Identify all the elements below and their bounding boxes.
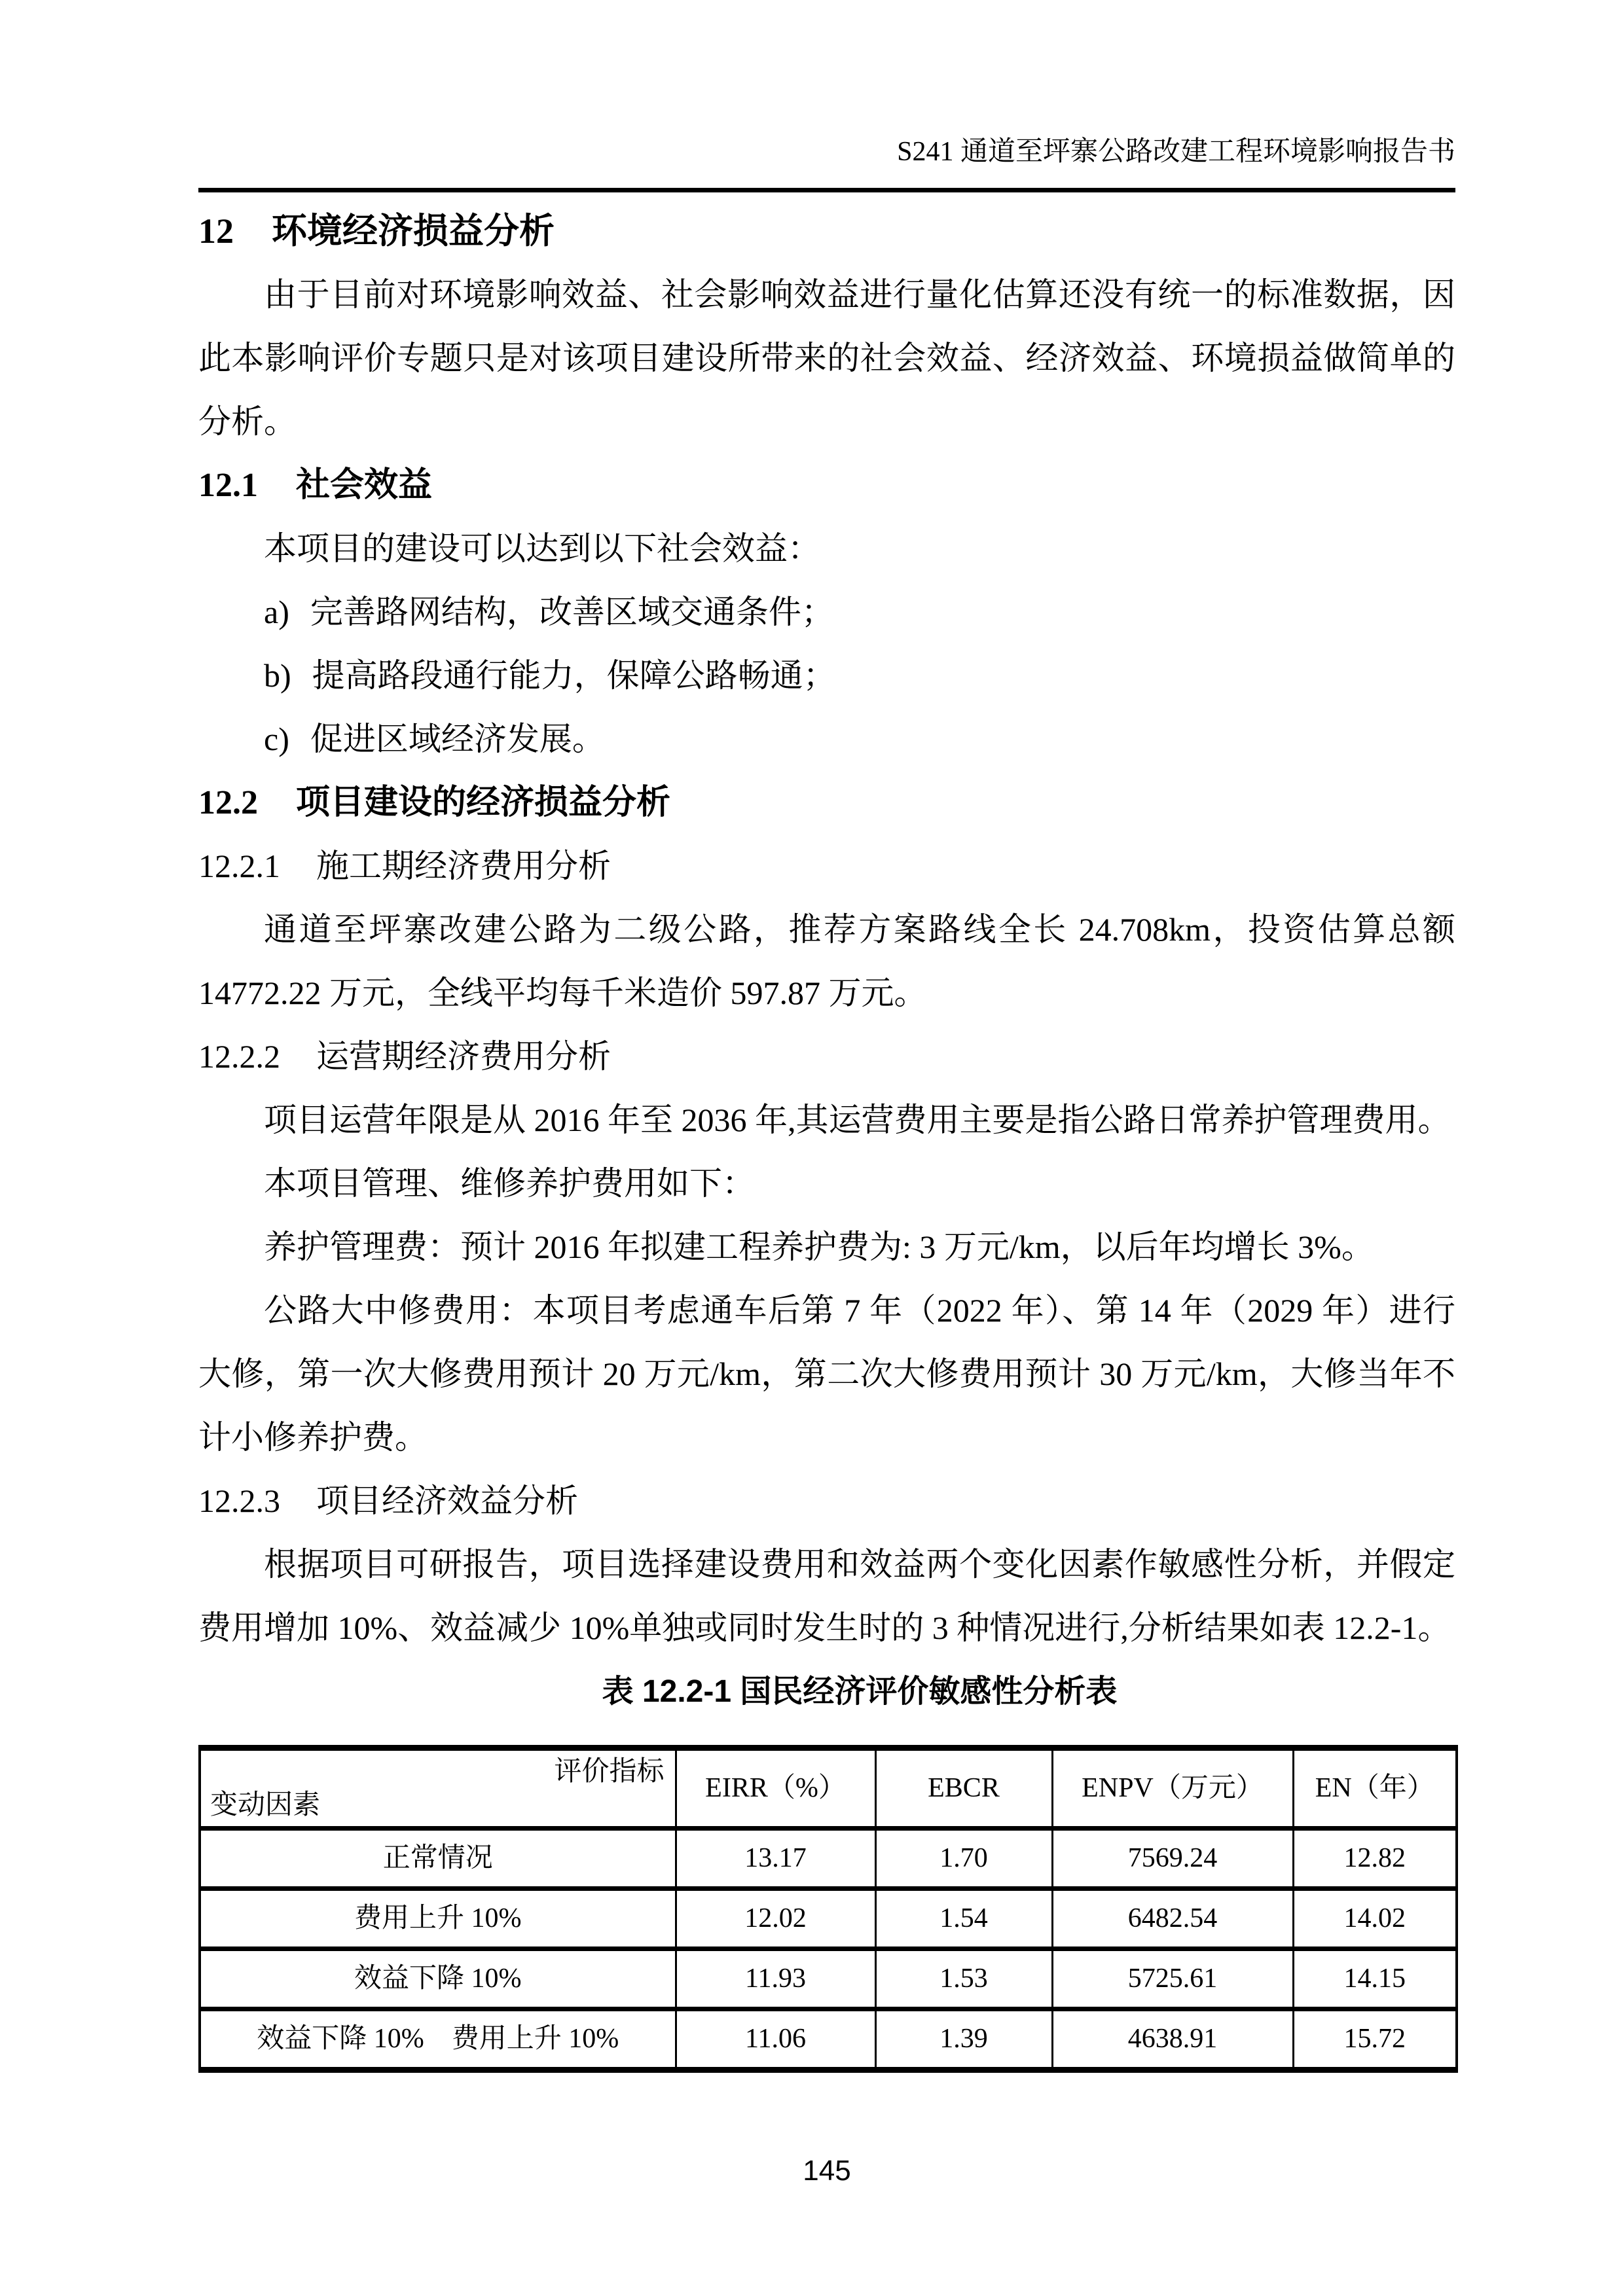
- page-header: [198, 134, 1455, 192]
- table-row-combined: [200, 2009, 1457, 2070]
- cell-enpv: 6482.54: [1052, 1889, 1293, 1949]
- paragraph-construction-cost: 通道至坪寨改建公路为二级公路，推荐方案路线全长 24.708km，投资估算总额 14772.22 万元，全线平均每千米造价 597.87 万元。: [198, 911, 1455, 1011]
- list-item-c-text: 促进区域经济发展。: [310, 721, 605, 757]
- cell-ebcr: 1.39: [875, 2009, 1052, 2070]
- cell-ebcr: 1.53: [875, 1949, 1052, 2009]
- heading-12: [198, 200, 1455, 263]
- paragraph-intro: 由于目前对环境影响效益、社会影响效益进行量化估算还没有统一的标准数据，因此本影响评价专题只是对该项目建设所带来的社会效益、经济效益、环境损益做简单的分析。: [198, 276, 1455, 440]
- cell-factor: 效益下降 10% 费用上升 10%: [200, 2009, 676, 2070]
- page-number: 145: [803, 2155, 851, 2187]
- cell-eirr: 12.02: [676, 1889, 875, 1949]
- heading-12-2-1-title: 施工期经济费用分析: [316, 848, 611, 884]
- heading-12-2-2: [198, 1025, 1455, 1088]
- heading-12-2-2-title: 运营期经济费用分析: [316, 1038, 611, 1075]
- cell-factor: 效益下降 10%: [200, 1949, 676, 2009]
- table-row-benefit-down: [200, 1949, 1457, 2009]
- cell-factor: 正常情况: [200, 1829, 676, 1889]
- cell-eirr: 11.06: [676, 2009, 875, 2070]
- column-header-ebcr: EBCR: [875, 1748, 1052, 1829]
- list-item-a-marker: a): [264, 594, 289, 630]
- heading-12-1-number: 12.1: [198, 467, 258, 504]
- corner-label-indicators: 评价指标: [554, 1757, 665, 1787]
- heading-12-2-3: [198, 1469, 1455, 1533]
- paragraph-sensitivity-intro: 根据项目可研报告，项目选择建设费用和效益两个变化因素作敏感性分析，并假定费用增加 10%、效益减少 10%单独或同时发生时的 3 种情况进行,分析结果如表 12.2-1。: [198, 1546, 1455, 1646]
- list-item-a-text: 完善路网结构，改善区域交通条件；: [310, 594, 834, 630]
- sensitivity-analysis-table: [198, 1745, 1458, 2073]
- heading-12-2-3-number: 12.2.3: [198, 1482, 280, 1519]
- list-item-b-marker: b): [264, 657, 291, 694]
- heading-12-2-1-number: 12.2.1: [198, 848, 280, 884]
- cell-en: 14.02: [1293, 1889, 1457, 1949]
- cell-en: 12.82: [1293, 1829, 1457, 1889]
- heading-12-2-title: 项目建设的经济损益分析: [296, 783, 671, 821]
- paragraph-maintenance-intro: 本项目管理、维修养护费用如下：: [264, 1165, 755, 1202]
- heading-12-2-number: 12.2: [198, 784, 258, 821]
- heading-12-2-1: [198, 834, 1455, 898]
- page-content: [198, 200, 1455, 2073]
- table-corner-cell: [200, 1748, 676, 1829]
- paragraph-social-intro: 本项目的建设可以达到以下社会效益：: [264, 530, 820, 567]
- table-header-row: [200, 1748, 1457, 1829]
- heading-12-2: [198, 771, 1455, 834]
- cell-en: 14.15: [1293, 1949, 1457, 2009]
- list-item-c-marker: c): [264, 721, 289, 757]
- cell-ebcr: 1.54: [875, 1889, 1052, 1949]
- cell-eirr: 13.17: [676, 1829, 875, 1889]
- heading-12-2-3-title: 项目经济效益分析: [316, 1482, 578, 1519]
- cell-enpv: 5725.61: [1052, 1949, 1293, 2009]
- column-header-en: EN（年）: [1293, 1748, 1457, 1829]
- table-row-normal: [200, 1829, 1457, 1889]
- table-caption: 表 12.2-1 国民经济评价敏感性分析表: [602, 1674, 1118, 1709]
- cell-en: 15.72: [1293, 2009, 1457, 2070]
- list-item-b: [198, 644, 1455, 708]
- heading-12-title: 环境经济损益分析: [272, 211, 555, 251]
- running-header-text: S241 通道至坪寨公路改建工程环境影响报告书: [897, 137, 1455, 167]
- heading-12-number: 12: [198, 211, 234, 251]
- column-header-enpv: ENPV（万元）: [1052, 1748, 1293, 1829]
- heading-12-1: [198, 454, 1455, 517]
- cell-enpv: 4638.91: [1052, 2009, 1293, 2070]
- cell-enpv: 7569.24: [1052, 1829, 1293, 1889]
- table-row-cost-up: [200, 1889, 1457, 1949]
- list-item-c: [198, 708, 1455, 771]
- paragraph-operation-period: 项目运营年限是从 2016 年至 2036 年,其运营费用主要是指公路日常养护管理费用。: [264, 1102, 1451, 1138]
- list-item-a: [198, 581, 1455, 644]
- list-item-b-text: 提高路段通行能力，保障公路畅通；: [312, 657, 836, 694]
- heading-12-2-2-number: 12.2.2: [198, 1038, 280, 1075]
- page-footer: [198, 2155, 1455, 2187]
- cell-factor: 费用上升 10%: [200, 1889, 676, 1949]
- paragraph-overhaul-fee: 公路大中修费用：本项目考虑通车后第 7 年（2022 年）、第 14 年（2029 年）进行大修，第一次大修费用预计 20 万元/km，第二次大修费用预计 30 万元/km，大修当年不计小修养护费。: [198, 1292, 1455, 1456]
- heading-12-1-title: 社会效益: [296, 466, 433, 504]
- corner-label-factors: 变动因素: [210, 1789, 321, 1820]
- cell-ebcr: 1.70: [875, 1829, 1052, 1889]
- column-header-eirr: EIRR（%）: [676, 1748, 875, 1829]
- paragraph-maintenance-fee: 养护管理费：预计 2016 年拟建工程养护费为: 3 万元/km，以后年均增长 3%。: [264, 1229, 1374, 1265]
- cell-eirr: 11.93: [676, 1949, 875, 2009]
